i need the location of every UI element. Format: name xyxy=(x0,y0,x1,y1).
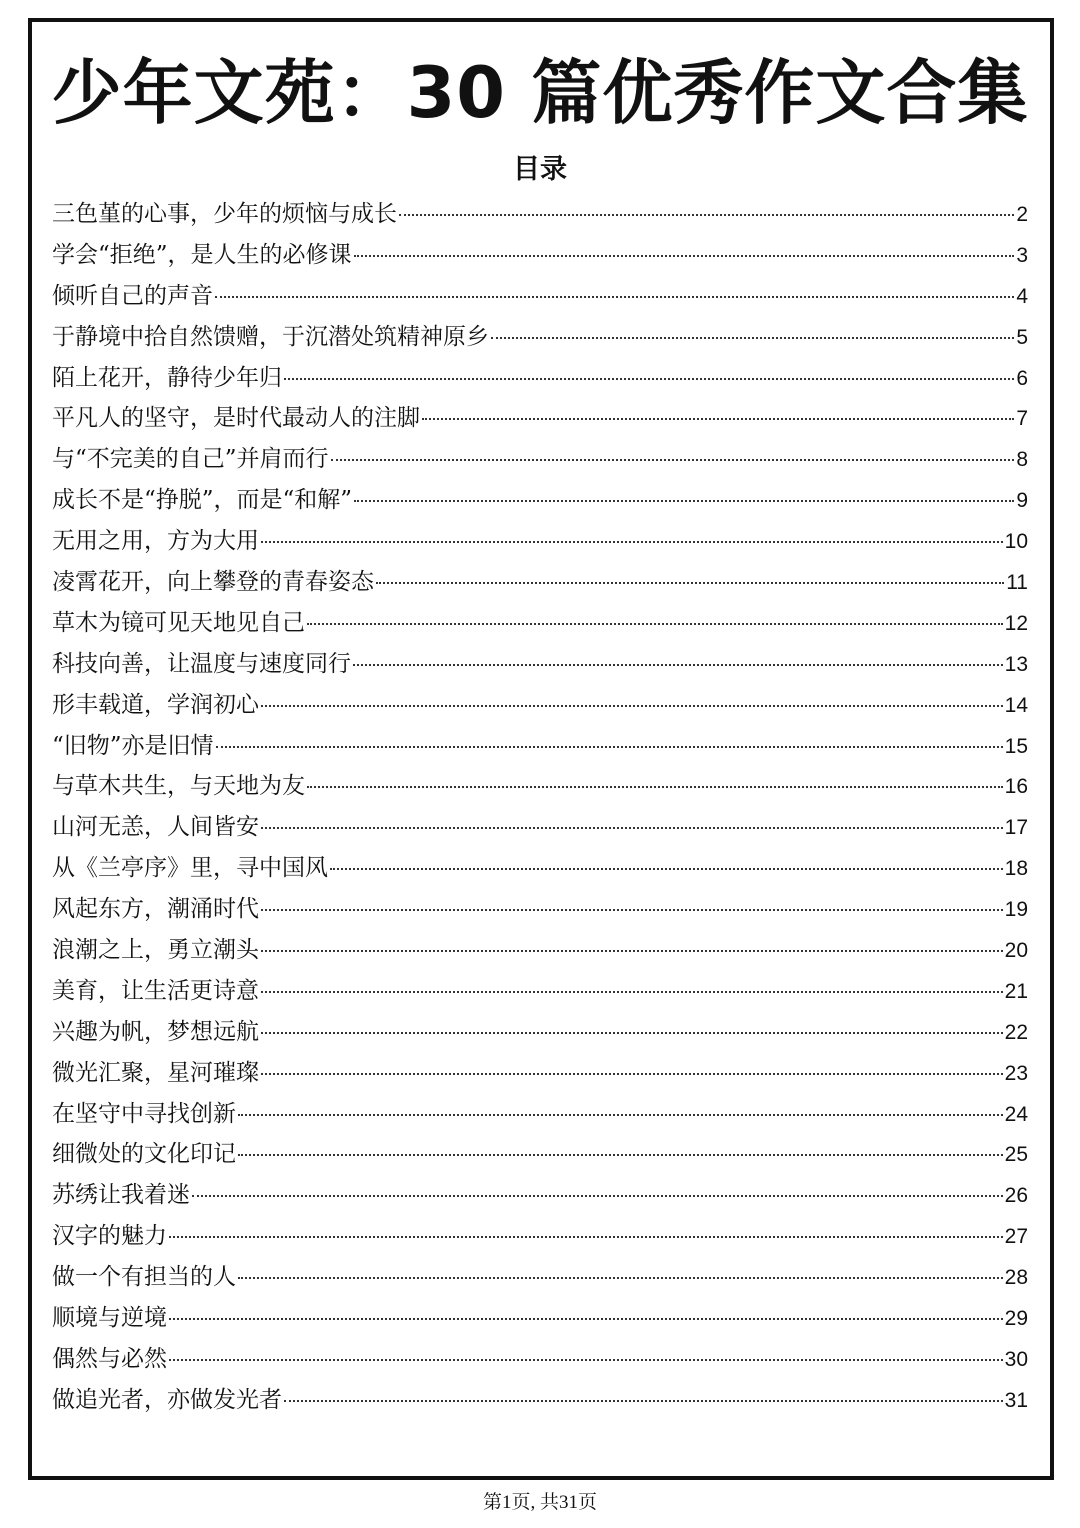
toc-entry-title[interactable]: 平凡人的坚守，是时代最动人的注脚 xyxy=(52,405,420,432)
toc-entry[interactable] xyxy=(52,1380,1028,1421)
toc-entry[interactable] xyxy=(52,398,1028,439)
toc-heading: 目录 xyxy=(513,154,567,185)
toc-entry-page-number[interactable]: 8 xyxy=(1016,448,1028,472)
toc-dot-leader xyxy=(307,786,1003,788)
document-title: 少年文苑：30 篇优秀作文合集 xyxy=(51,52,1029,134)
toc-entry[interactable] xyxy=(52,521,1028,562)
toc-entry-title[interactable]: 兴趣为帆，梦想远航 xyxy=(52,1018,259,1045)
toc-entry-page-number[interactable]: 7 xyxy=(1016,407,1028,431)
toc-entry-page-number[interactable]: 11 xyxy=(1006,571,1028,595)
toc-dot-leader xyxy=(284,378,1014,380)
toc-entry[interactable] xyxy=(52,1216,1028,1257)
toc-entry-title[interactable]: 于静境中拾自然馈赠，于沉潜处筑精神原乡 xyxy=(52,323,489,350)
toc-entry-page-number[interactable]: 18 xyxy=(1004,857,1028,881)
toc-entry-page-number[interactable]: 28 xyxy=(1004,1266,1028,1290)
toc-entry-title[interactable]: 苏绣让我着迷 xyxy=(52,1182,190,1209)
toc-entry[interactable] xyxy=(52,1339,1028,1380)
toc-entry-title[interactable]: 草木为镜可见天地见自己 xyxy=(52,609,305,636)
toc-entry-page-number[interactable]: 4 xyxy=(1016,284,1028,308)
toc-dot-leader xyxy=(399,214,1014,216)
toc-entry-title[interactable]: 细微处的文化印记 xyxy=(52,1141,236,1168)
toc-dot-leader xyxy=(261,991,1003,993)
toc-entry[interactable] xyxy=(52,276,1028,317)
toc-entry[interactable] xyxy=(52,562,1028,603)
toc-dot-leader xyxy=(238,1114,1003,1116)
toc-entry-page-number[interactable]: 12 xyxy=(1004,611,1028,635)
toc-entry[interactable] xyxy=(52,480,1028,521)
toc-entry-title[interactable]: 成长不是“挣脱”，而是“和解” xyxy=(52,487,353,514)
toc-entry-page-number[interactable]: 6 xyxy=(1016,366,1028,390)
toc-entry-title[interactable]: 微光汇聚，星河璀璨 xyxy=(52,1059,259,1086)
toc-entry-title[interactable]: 无用之用，方为大用 xyxy=(52,528,259,555)
toc-dot-leader xyxy=(422,418,1014,420)
toc-entry[interactable] xyxy=(52,766,1028,807)
toc-entry-page-number[interactable]: 10 xyxy=(1004,530,1028,554)
toc-dot-leader xyxy=(331,459,1015,461)
toc-dot-leader xyxy=(261,827,1003,829)
toc-entry-title[interactable]: “旧物”亦是旧情 xyxy=(52,732,214,759)
toc-entry-page-number[interactable]: 25 xyxy=(1004,1143,1028,1167)
toc-dot-leader xyxy=(192,1195,1003,1197)
toc-entry-page-number[interactable]: 13 xyxy=(1004,652,1028,676)
toc-dot-leader xyxy=(307,623,1003,625)
page-footer: 第1页, 共31页 xyxy=(482,1492,597,1513)
toc-entry[interactable] xyxy=(52,235,1028,276)
toc-dot-leader xyxy=(261,705,1003,707)
toc-dot-leader xyxy=(261,1032,1003,1034)
toc-entry-page-number[interactable]: 17 xyxy=(1004,816,1028,840)
toc-entry[interactable] xyxy=(52,1012,1028,1053)
toc-entry-page-number[interactable]: 19 xyxy=(1004,898,1028,922)
toc-entry-title[interactable]: 在坚守中寻找创新 xyxy=(52,1100,236,1127)
toc-entry-page-number[interactable]: 30 xyxy=(1004,1347,1028,1371)
toc-entry-page-number[interactable]: 27 xyxy=(1004,1225,1028,1249)
toc-dot-leader xyxy=(238,1154,1003,1156)
toc-entry-title[interactable]: 风起东方，潮涌时代 xyxy=(52,896,259,923)
toc-dot-leader xyxy=(284,1400,1003,1402)
toc-entry-title[interactable]: 偶然与必然 xyxy=(52,1345,167,1372)
toc-entry-page-number[interactable]: 24 xyxy=(1004,1102,1028,1126)
toc-entry[interactable] xyxy=(52,1257,1028,1298)
toc-entry-title[interactable]: 从《兰亭序》里，寻中国风 xyxy=(52,855,328,882)
toc-entry[interactable] xyxy=(52,971,1028,1012)
toc-dot-leader xyxy=(261,1073,1003,1075)
toc-dot-leader xyxy=(215,296,1014,298)
toc-entry[interactable] xyxy=(52,317,1028,358)
toc-entry-title[interactable]: 形丰载道，学润初心 xyxy=(52,691,259,718)
table-of-contents xyxy=(52,194,1028,1421)
toc-entry-page-number[interactable]: 3 xyxy=(1016,243,1028,267)
toc-entry-page-number[interactable]: 14 xyxy=(1004,693,1028,717)
toc-entry-title[interactable]: 浪潮之上，勇立潮头 xyxy=(52,937,259,964)
toc-entry[interactable] xyxy=(52,1094,1028,1135)
toc-dot-leader xyxy=(354,500,1014,502)
toc-entry-title[interactable]: 美育，让生活更诗意 xyxy=(52,977,259,1004)
toc-entry-page-number[interactable]: 21 xyxy=(1004,979,1028,1003)
toc-entry[interactable] xyxy=(52,1134,1028,1175)
toc-entry[interactable] xyxy=(52,889,1028,930)
toc-entry-title[interactable]: 三色堇的心事，少年的烦恼与成长 xyxy=(52,201,397,227)
toc-entry-title[interactable]: 与“不完美的自己”并肩而行 xyxy=(52,446,329,473)
toc-dot-leader xyxy=(261,909,1003,911)
toc-entry[interactable] xyxy=(52,194,1028,235)
toc-entry-title[interactable]: 陌上花开，静待少年归 xyxy=(52,364,282,391)
toc-entry-page-number[interactable]: 29 xyxy=(1004,1307,1028,1331)
toc-entry-page-number[interactable]: 5 xyxy=(1016,325,1028,349)
toc-entry[interactable] xyxy=(52,603,1028,644)
toc-entry-title[interactable]: 顺境与逆境 xyxy=(52,1305,167,1332)
toc-entry-title[interactable]: 科技向善，让温度与速度同行 xyxy=(52,650,351,677)
toc-entry-title[interactable]: 山河无恙，人间皆安 xyxy=(52,814,259,841)
toc-entry-page-number[interactable]: 9 xyxy=(1016,489,1028,513)
toc-entry-page-number[interactable]: 15 xyxy=(1004,734,1028,758)
toc-dot-leader xyxy=(261,950,1003,952)
toc-dot-leader xyxy=(216,746,1003,748)
toc-entry[interactable] xyxy=(52,930,1028,971)
toc-entry[interactable] xyxy=(52,807,1028,848)
toc-entry[interactable] xyxy=(52,1053,1028,1094)
toc-entry[interactable] xyxy=(52,644,1028,685)
toc-entry-page-number[interactable]: 23 xyxy=(1004,1061,1028,1085)
toc-entry-page-number[interactable]: 16 xyxy=(1004,775,1028,799)
toc-entry-page-number[interactable]: 2 xyxy=(1016,203,1028,226)
toc-entry-title[interactable]: 倾听自己的声音 xyxy=(52,282,213,309)
toc-entry[interactable] xyxy=(52,1175,1028,1216)
toc-entry-page-number[interactable]: 31 xyxy=(1004,1388,1028,1412)
toc-entry-title[interactable]: 做一个有担当的人 xyxy=(52,1264,236,1291)
toc-dot-leader xyxy=(261,541,1003,543)
toc-entry[interactable] xyxy=(52,848,1028,889)
toc-entry[interactable] xyxy=(52,685,1028,726)
toc-dot-leader xyxy=(169,1359,1003,1361)
toc-dot-leader xyxy=(169,1236,1003,1238)
toc-dot-leader xyxy=(376,582,1004,584)
toc-dot-leader xyxy=(330,868,1003,870)
toc-dot-leader xyxy=(238,1277,1003,1279)
toc-entry-title[interactable]: 汉字的魅力 xyxy=(52,1223,167,1250)
toc-entry-title[interactable]: 做追光者，亦做发光者 xyxy=(52,1386,282,1413)
toc-entry-title[interactable]: 凌霄花开，向上攀登的青春姿态 xyxy=(52,569,374,596)
toc-entry[interactable] xyxy=(52,358,1028,399)
toc-entry-page-number[interactable]: 22 xyxy=(1004,1020,1028,1044)
toc-entry-title[interactable]: 学会“拒绝”，是人生的必修课 xyxy=(52,241,352,268)
toc-dot-leader xyxy=(354,255,1015,257)
toc-entry[interactable] xyxy=(52,726,1028,767)
toc-dot-leader xyxy=(491,337,1014,339)
toc-entry-title[interactable]: 与草木共生，与天地为友 xyxy=(52,773,305,800)
toc-entry-page-number[interactable]: 26 xyxy=(1004,1184,1028,1208)
toc-dot-leader xyxy=(353,664,1003,666)
toc-dot-leader xyxy=(169,1318,1003,1320)
toc-entry[interactable] xyxy=(52,1298,1028,1339)
toc-entry-page-number[interactable]: 20 xyxy=(1004,939,1028,963)
toc-entry[interactable] xyxy=(52,439,1028,480)
